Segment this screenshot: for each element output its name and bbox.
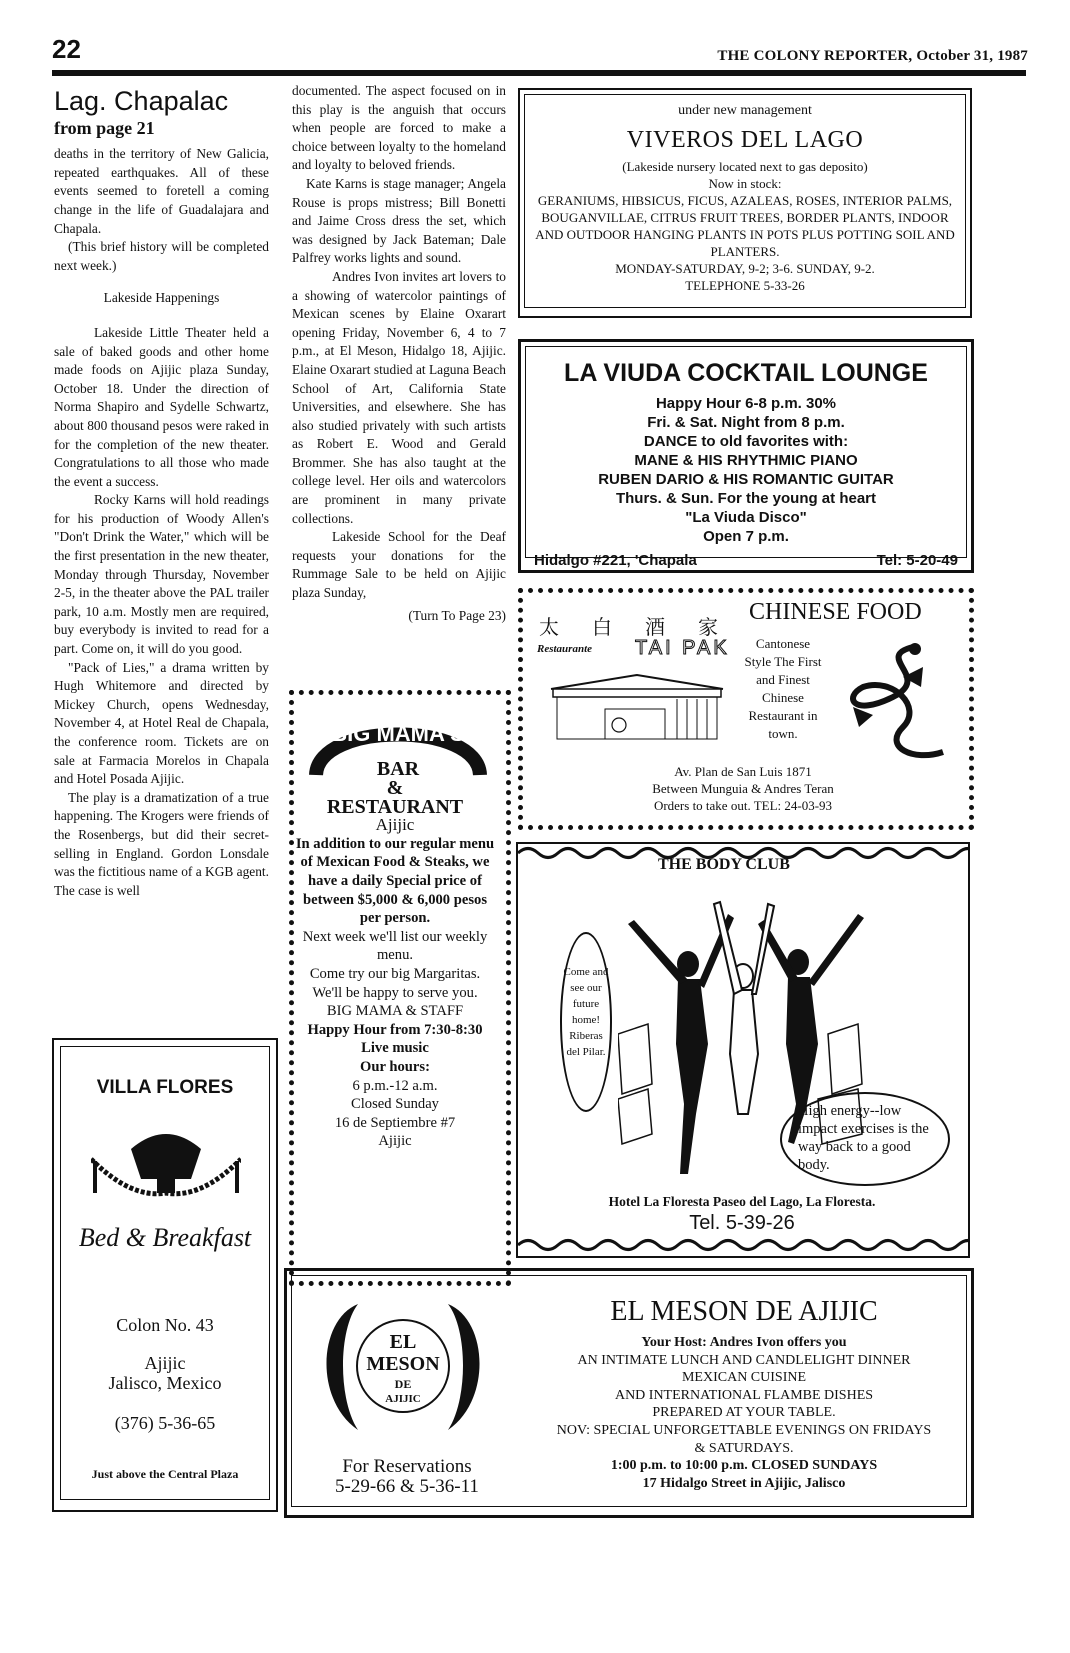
chinese-food-description: Cantonese Style The First and Finest Chinese Restaurant in town. [744, 636, 822, 741]
paragraph: "Pack of Lies," a drama written by Hugh Whitemore and directed by Mickey Church, opens Wednesday, November 4, at Hotel Real de Chapala, the conference room. Tickets are on sale at Farmacia Morelos in Chapala and Hotel Posada Ajijic. [54, 659, 269, 787]
restaurante-label: Restaurante [537, 643, 593, 655]
meson-details [524, 1334, 964, 1492]
exercise-oval: High energy--low impact exercises is the way back to a good body. [780, 1092, 950, 1186]
paragraph: The play is a dramatization of a true happening. The Krogers were friends of the Rosenbergs, but did their secret-selling in England. Gordon Lonsdale was the fictitious name of a KGB agent. The case is well [54, 789, 269, 898]
villa-note: Just above the Central Plaza [91, 1467, 239, 1481]
big-mamas-address: 16 de Septiembre #7 [334, 1114, 456, 1131]
viveros-stock-list: GERANIUMS, HIBSICUS, FICUS, AZALEAS, ROSES, INTERIOR PALMS, BOUGANVILLAE, CITRUS FRUIT TREES, BORDER PLANTS, INDOOR AND OUTDOOR HANGING PLANTS IN POTS PLUS POTTING SOIL AND PLANTERS. [535, 193, 955, 259]
chinese-characters: 太 白 酒 家 [539, 617, 732, 639]
el-meson-fish-logo [318, 1290, 488, 1440]
article-left-column [54, 86, 269, 900]
meson-line: NOV: SPECIAL UNFORGETTABLE EVENINGS ON FRIDAYS [556, 1422, 932, 1438]
turn-to-page: (Turn To Page 23) [408, 607, 506, 623]
villa-address1: Colon No. 43 [116, 1315, 214, 1335]
viveros-note: (Lakeside nursery located next to gas deposito) [622, 159, 868, 174]
big-mamas-margaritas: Come try our big Margaritas. We'll be happy to serve you. [309, 965, 481, 1001]
restaurant-building-illustration [547, 669, 727, 743]
viuda-line: "La Viuda Disco" [685, 509, 807, 526]
viuda-line: DANCE to old favorites with: [643, 433, 849, 450]
big-mamas-happy-hour: Happy Hour from 7:30-8:30 [307, 1021, 483, 1038]
chinese-between: Between Munguia & Andres Teran [652, 781, 834, 796]
viveros-hours: MONDAY-SATURDAY, 9-2; 3-6. SUNDAY, 9-2. [615, 261, 875, 276]
viuda-address: Hidalgo #221, 'Chapala [534, 552, 697, 569]
big-mamas-body [294, 761, 496, 1151]
body-club-tel: Tel. 5-39-26 [689, 1212, 795, 1234]
rope-border-bottom [518, 1236, 968, 1254]
viuda-title: LA VIUDA COCKTAIL LOUNGE [564, 359, 928, 387]
headline: Lag. Chapalac [54, 86, 229, 116]
meson-hours: 1:00 p.m. to 10:00 p.m. CLOSED SUNDAYS [610, 1458, 878, 1474]
chinese-orders: Orders to take out. TEL: 24-03-93 [653, 798, 833, 813]
chinese-address: Av. Plan de San Luis 1871 [674, 764, 812, 779]
header-rule [52, 70, 1026, 76]
big-mamas-closed: Closed Sunday [351, 1096, 439, 1113]
viveros-tagline: under new management [678, 103, 812, 118]
body-club-hotel: Hotel La Floresta Paseo del Lago, La Floresta. [608, 1194, 876, 1209]
viuda-tel: Tel: 5-20-49 [876, 552, 958, 569]
big-mamas-next-week: Next week we'll list our weekly menu. [302, 928, 488, 964]
big-mamas-hours: 6 p.m.-12 a.m. [352, 1077, 438, 1094]
section-heading: Lakeside Happenings [103, 290, 220, 306]
viuda-line: Happy Hour 6-8 p.m. 30% [655, 395, 837, 412]
chinese-address-block [543, 763, 943, 814]
viveros-title: VIVEROS DEL LAGO [626, 127, 864, 153]
meson-host: Your Host: Andres Ivon offers you [641, 1335, 847, 1350]
meson-line: AND INTERNATIONAL FLAMBE DISHES [614, 1387, 874, 1403]
big-mamas-logo-text: BIG MAMA'S [331, 721, 465, 746]
ad-tai-pak [518, 588, 974, 830]
meson-title: EL MESON DE AJIJIC [610, 1296, 878, 1327]
viuda-line: Thurs. & Sun. For the young at heart [615, 490, 876, 507]
big-mamas-bar: BAR [376, 758, 420, 780]
paragraph: Lakeside School for the Deaf requests your donations for the Rummage Sale to be held on Ajijic plaza Sunday, [292, 529, 506, 601]
from-page: from page 21 [54, 117, 155, 138]
ad-villa-flores [52, 1038, 278, 1512]
big-mamas-amp: & [386, 777, 404, 799]
body-club-title: THE BODY CLUB [658, 856, 790, 873]
big-mamas-town: Ajijic [375, 815, 415, 835]
meson-address: 17 Hidalgo Street in Ajijic, Jalisco [642, 1475, 846, 1491]
el-meson-logo-el: EL [389, 1331, 417, 1353]
el-meson-logo-meson: MESON [366, 1353, 440, 1375]
paragraph: Andres Ivon invites art lovers to a showing of watercolor paintings of Mexican scenes by Elaine Oxarart opening Friday, November 6, 4 to 7 p.m., at El Meson, Hidalgo 18, Ajijic. Elaine Oxarart studied at Laguna Beach School of Art, California State Universities, and elsewhere. She has also studied privately with such artists as Robert E. Wood and Gerald Brommer. She has also taught at the college level. Her oils and watercolors are prominent in many private collections. [292, 268, 506, 526]
ad-el-meson [284, 1268, 974, 1518]
paragraph: (This brief history will be completed next week.) [54, 239, 269, 273]
viveros-stock-label: Now in stock: [708, 176, 782, 191]
paragraph: Rocky Karns will hold readings for his production of Woody Allen's "Don't Drink the Water," which will be the first presentation in the new theater, Monday through Thursday, November 2-5, in the theater above the PAL trailer park, 10 a.m. Mostly men are required, buy everybody is invited to read for a part. Come on, it will do you good. [54, 492, 269, 657]
ad-big-mamas [289, 690, 511, 1286]
future-home-oval: Come and see our future home! Riberas del Pilar. [560, 932, 612, 1112]
big-mamas-staff: BIG MAMA & STAFF [326, 1003, 464, 1020]
chinese-food-title: CHINESE FOOD [749, 599, 922, 625]
viuda-line: RUBEN DARIO & HIS ROMANTIC GUITAR [598, 471, 894, 488]
big-mamas-music: Live music [361, 1040, 429, 1057]
big-mamas-menu: In addition to our regular menu of Mexican Food & Steaks, we have a daily Special price of between $5,000 & 6,000 pesos per person. [295, 835, 495, 927]
viuda-line: MANE & HIS RHYTHMIC PIANO [634, 452, 858, 469]
villa-title: VILLA FLORES [96, 1077, 234, 1098]
viuda-line: Fri. & Sat. Night from 8 p.m. [647, 414, 845, 431]
viuda-line: Open 7 p.m. [703, 528, 789, 545]
paragraph: Lakeside Little Theater held a sale of baked goods and other home made foods on Ajijic plaza Sunday, October 18. Under the direction of Norma Shapiro and Sydelle Schwartz, about 800 thousand pesos were raked in for the completion of the new theater. Congratulations to all those who made the event a success. [54, 324, 269, 489]
big-mamas-restaurant: RESTAURANT [326, 795, 464, 818]
meson-line: & SATURDAYS. [694, 1440, 794, 1456]
meson-line: PREPARED AT YOUR TABLE. [652, 1405, 836, 1421]
villa-script: Bed & Breakfast [78, 1223, 252, 1252]
paragraph: Kate Karns is stage manager; Angela Rouse is props mistress; Bill Bonetti and Jaime Cross dress the set, which was designed by Jack Bateman; Dale Palfrey works lights and sound. [292, 175, 506, 266]
big-mamas-town2: Ajijic [378, 1133, 412, 1150]
ad-viveros-del-lago [518, 88, 972, 318]
viveros-phone: TELEPHONE 5-33-26 [685, 278, 805, 293]
urn-garland-illustration [91, 1109, 241, 1209]
ad-la-viuda [518, 339, 974, 573]
ad-body-club [516, 842, 970, 1258]
villa-phone: (376) 5-36-65 [114, 1413, 216, 1433]
article-middle-column [292, 82, 506, 625]
masthead: THE COLONY REPORTER, October 31, 1987 [717, 48, 1028, 64]
el-meson-logo-de: DE [394, 1377, 412, 1391]
tai-pak-name: TAI PAK [635, 637, 730, 659]
el-meson-logo-ajijic: AJIJIC [385, 1393, 421, 1405]
dragon-icon [833, 637, 953, 767]
villa-address3: Jalisco, Mexico [108, 1373, 222, 1393]
meson-line: AN INTIMATE LUNCH AND CANDLELIGHT DINNER [577, 1352, 911, 1368]
meson-reservations: For Reservations [342, 1456, 472, 1477]
villa-address2: Ajijic [144, 1353, 186, 1373]
big-mamas-hours-label: Our hours: [360, 1058, 430, 1075]
meson-phones: 5-29-66 & 5-36-11 [335, 1476, 479, 1497]
paragraph: documented. The aspect focused on in this play is the anguish that occurs when people are forced to make a choice between loyalty to the homeland and loyalty to beloved friends. [292, 83, 506, 173]
meson-line: MEXICAN CUISINE [681, 1370, 807, 1386]
paragraph: deaths in the territory of New Galicia, repeated earthquakes. All of these events seemed to foretell a coming change in the life of Guadalajara and Chapala. [54, 146, 269, 236]
page-number: 22 [52, 34, 81, 64]
